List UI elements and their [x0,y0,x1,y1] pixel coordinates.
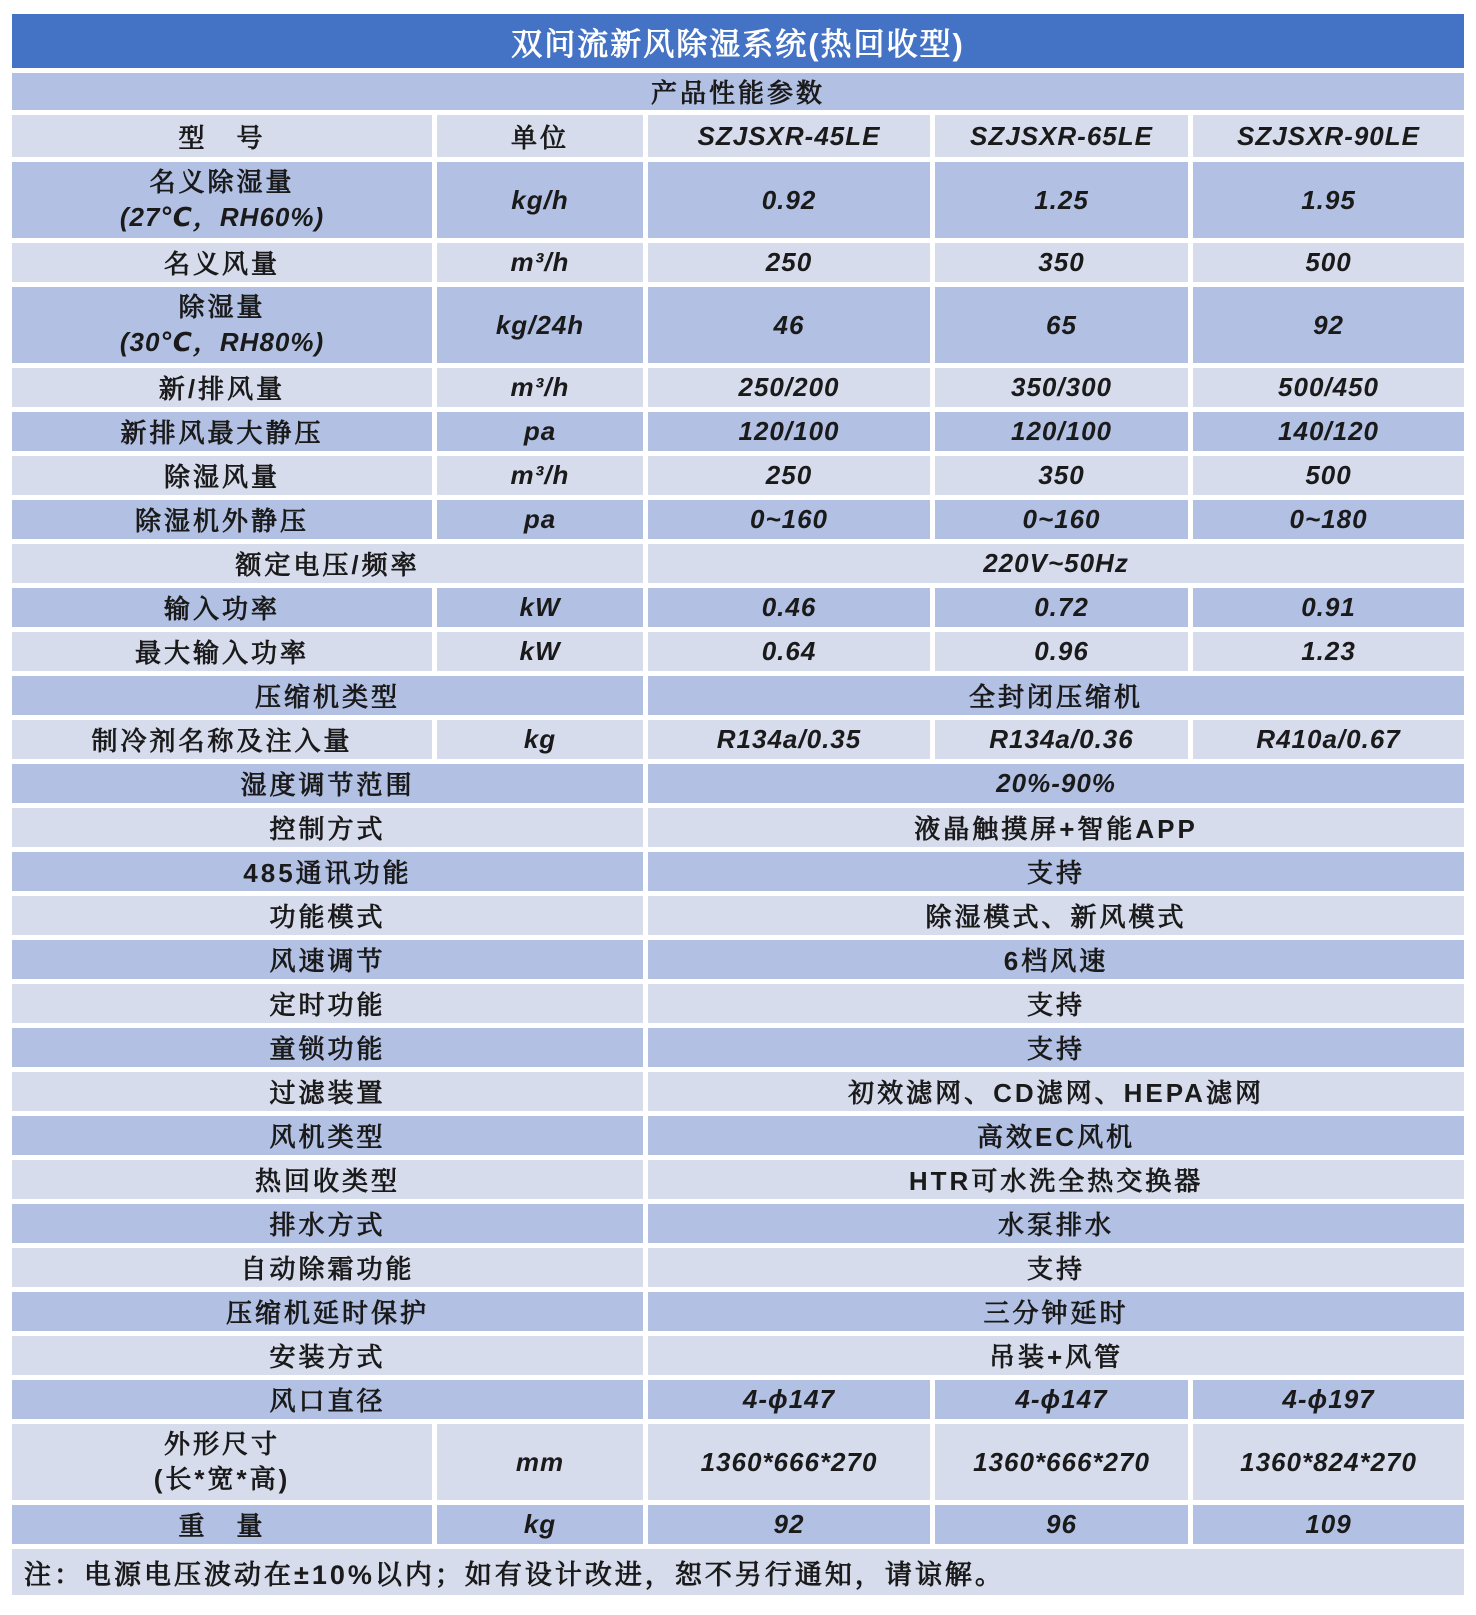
model-header-row [12,115,1464,157]
row-unit: kg/24h [437,287,643,363]
row-value-merged: 支持 [648,852,1464,891]
spec-row [12,500,1464,539]
row-label: 控制方式 [12,808,643,847]
row-value: R134a/0.35 [648,720,930,759]
row-value: 92 [1193,287,1464,363]
footnote-row [12,1549,1464,1595]
row-label: 风速调节 [12,940,643,979]
subheader-row [12,73,1464,110]
spec-row [12,808,1464,847]
row-value-merged: 20%-90% [648,764,1464,803]
row-label: 功能模式 [12,896,643,935]
row-value: 250/200 [648,368,930,407]
spec-row [12,412,1464,451]
spec-row [12,544,1464,583]
row-label-line1: 外形尺寸 [163,1429,280,1459]
row-label-line2: (长*宽*高) [153,1464,291,1494]
row-label: 湿度调节范围 [12,764,643,803]
row-value-merged: 支持 [648,984,1464,1023]
spec-row [12,676,1464,715]
spec-row [12,368,1464,407]
section-subheader: 产品性能参数 [12,73,1464,110]
row-value-merged: 支持 [648,1028,1464,1067]
row-value: 4-ϕ147 [935,1380,1188,1419]
row-value: 350 [935,243,1188,282]
row-label [12,287,432,363]
row-label: 童锁功能 [12,1028,643,1067]
row-value: 500 [1193,243,1464,282]
row-value-merged: 220V~50Hz [648,544,1464,583]
row-label: 除湿风量 [12,456,432,495]
row-unit: m³/h [437,368,643,407]
row-unit: kW [437,588,643,627]
spec-row [12,1505,1464,1544]
row-value: 0.46 [648,588,930,627]
row-value: 92 [648,1505,930,1544]
page-title: 双问流新风除湿系统(热回收型) [12,14,1464,68]
spec-row [12,287,1464,363]
row-label: 输入功率 [12,588,432,627]
spec-row [12,1072,1464,1111]
row-value-merged: 除湿模式、新风模式 [648,896,1464,935]
row-value: 4-ϕ197 [1193,1380,1464,1419]
row-label: 热回收类型 [12,1160,643,1199]
row-label: 定时功能 [12,984,643,1023]
spec-row [12,1204,1464,1243]
row-label-line1: 名义除湿量 [149,167,295,197]
row-value: 1360*666*270 [935,1424,1188,1500]
row-label: 制冷剂名称及注入量 [12,720,432,759]
row-label: 过滤装置 [12,1072,643,1111]
model-name-3: SZJSXR-90LE [1193,115,1464,157]
title-row [12,14,1464,68]
row-unit: m³/h [437,456,643,495]
row-value: 1.95 [1193,162,1464,238]
spec-row [12,764,1464,803]
row-value: 350/300 [935,368,1188,407]
row-unit: kg [437,720,643,759]
row-unit: kg [437,1505,643,1544]
row-unit: kg/h [437,162,643,238]
row-value-merged: 支持 [648,1248,1464,1287]
row-unit: pa [437,412,643,451]
model-name-2: SZJSXR-65LE [935,115,1188,157]
row-label: 风口直径 [12,1380,643,1419]
spec-row [12,852,1464,891]
row-value: 4-ϕ147 [648,1380,930,1419]
row-value: R134a/0.36 [935,720,1188,759]
spec-row [12,984,1464,1023]
row-label: 新/排风量 [12,368,432,407]
row-value-merged: 6档风速 [648,940,1464,979]
row-value: 120/100 [935,412,1188,451]
row-value: 1.25 [935,162,1188,238]
spec-row [12,632,1464,671]
row-label: 安装方式 [12,1336,643,1375]
row-value: 250 [648,456,930,495]
row-label: 新排风最大静压 [12,412,432,451]
row-value: 1360*824*270 [1193,1424,1464,1500]
row-value-merged: 初效滤网、CD滤网、HEPA滤网 [648,1072,1464,1111]
spec-row [12,940,1464,979]
row-value-merged: 全封闭压缩机 [648,676,1464,715]
row-label: 最大输入功率 [12,632,432,671]
product-spec-table [7,9,1469,1600]
row-value: 0~160 [648,500,930,539]
spec-row [12,1336,1464,1375]
row-value: 1.23 [1193,632,1464,671]
spec-row [12,1248,1464,1287]
row-value: 0.92 [648,162,930,238]
row-label: 风机类型 [12,1116,643,1155]
row-value: 109 [1193,1505,1464,1544]
row-label: 除湿机外静压 [12,500,432,539]
row-label: 重 量 [12,1505,432,1544]
row-value: R410a/0.67 [1193,720,1464,759]
spec-row [12,162,1464,238]
row-label: 485通讯功能 [12,852,643,891]
row-value-merged: 液晶触摸屏+智能APP [648,808,1464,847]
row-value: 0.64 [648,632,930,671]
row-label: 压缩机类型 [12,676,643,715]
spec-row [12,1424,1464,1500]
row-value: 140/120 [1193,412,1464,451]
row-value: 500/450 [1193,368,1464,407]
row-label [12,1424,432,1500]
row-value-merged: 三分钟延时 [648,1292,1464,1331]
row-label: 自动除霜功能 [12,1248,643,1287]
row-value: 120/100 [648,412,930,451]
spec-row [12,456,1464,495]
row-value: 350 [935,456,1188,495]
row-value-merged: 水泵排水 [648,1204,1464,1243]
row-label: 名义风量 [12,243,432,282]
row-value-merged: 吊装+风管 [648,1336,1464,1375]
row-value: 0.91 [1193,588,1464,627]
row-value: 1360*666*270 [648,1424,930,1500]
row-label [12,162,432,238]
spec-row [12,1380,1464,1419]
row-value: 65 [935,287,1188,363]
row-unit: pa [437,500,643,539]
row-value: 0.96 [935,632,1188,671]
spec-row [12,588,1464,627]
row-unit: kW [437,632,643,671]
row-label: 压缩机延时保护 [12,1292,643,1331]
row-value: 0.72 [935,588,1188,627]
row-unit: mm [437,1424,643,1500]
unit-column-label: 单位 [437,115,643,157]
row-value-merged: HTR可水洗全热交换器 [648,1160,1464,1199]
row-value: 250 [648,243,930,282]
row-label-line2: (30℃，RH80%) [119,327,325,357]
row-label: 排水方式 [12,1204,643,1243]
row-value: 500 [1193,456,1464,495]
row-label-line2: (27℃，RH60%) [119,202,325,232]
spec-row [12,1160,1464,1199]
row-unit: m³/h [437,243,643,282]
footnote: 注：电源电压波动在±10%以内；如有设计改进，恕不另行通知，请谅解。 [12,1549,1464,1595]
spec-row [12,1116,1464,1155]
row-value: 46 [648,287,930,363]
model-column-label: 型 号 [12,115,432,157]
row-label-line1: 除湿量 [178,292,266,322]
spec-row [12,1028,1464,1067]
spec-row [12,896,1464,935]
row-value: 96 [935,1505,1188,1544]
row-label: 额定电压/频率 [12,544,643,583]
model-name-1: SZJSXR-45LE [648,115,930,157]
row-value-merged: 高效EC风机 [648,1116,1464,1155]
row-value: 0~160 [935,500,1188,539]
spec-row [12,1292,1464,1331]
spec-row [12,243,1464,282]
spec-row [12,720,1464,759]
row-value: 0~180 [1193,500,1464,539]
